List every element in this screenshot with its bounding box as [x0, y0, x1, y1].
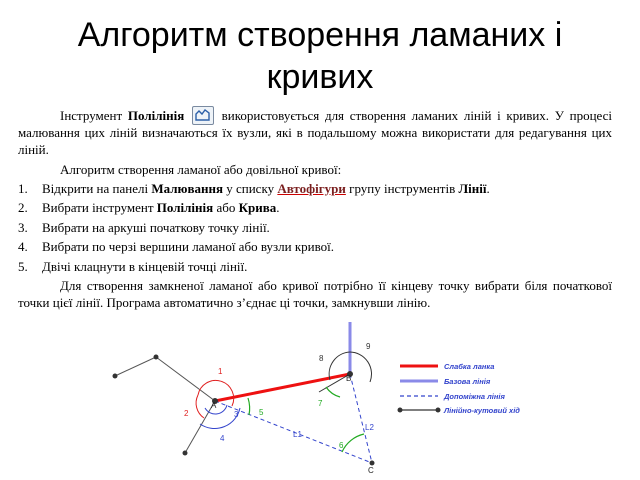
aux-line-l2 [350, 374, 372, 463]
angle-arc-7 [326, 387, 340, 397]
line-label-l2: L2 [365, 423, 374, 432]
steps-list [18, 181, 612, 276]
point-label-a: A [211, 401, 217, 410]
angle-arc-9 [350, 352, 372, 382]
angle-label-6: 6 [339, 441, 344, 450]
list-item: 2. Вибрати інструмент Полілінія або Крива. [18, 200, 280, 215]
point-label-c: C [368, 466, 374, 475]
angle-label-5: 5 [259, 408, 264, 417]
body-text [18, 106, 612, 311]
legend-label-aux-line: Допоміжна лінія [444, 392, 505, 401]
node-c [370, 461, 375, 466]
tool-name: Полілінія [127, 108, 185, 123]
angle-label-1: 1 [218, 367, 223, 376]
angle-label-4: 4 [220, 434, 225, 443]
angle-label-2: 2 [184, 409, 189, 418]
angle-label-3: 3 [234, 410, 239, 419]
angle-arc-6 [342, 434, 364, 452]
legend-label-traverse: Лінійно-кутовий хід [444, 406, 520, 415]
list-item: 1. Відкрити на панелі Малювання у списку Автофігури групу інструментів Лінії. [18, 180, 490, 196]
diagram-legend [398, 362, 521, 415]
traverse-polyline [113, 355, 216, 456]
intro-text-end: використовується для створення ламаних ліній і кривих. У процесі малювання цих ліній визначаються їх вузли, які в подальшому можна використати для редагування цих ліній. [18, 108, 613, 157]
point-label-b: B [346, 374, 352, 383]
angle-arc-5 [248, 398, 250, 415]
traverse-diagram [0, 320, 640, 480]
closing-paragraph: Для створення замкненої ламаної або кривої потрібно її кінцеву точку вибрати біля початкової точки цієї лінії. Програма автоматично з’єднає ці точки, замкнувши лінію. [18, 278, 612, 310]
legend-label-base-line: Базова лінія [444, 377, 491, 386]
autoshapes-term: Автофігури [277, 180, 346, 196]
list-item: 4. Вибрати по черзі вершини ламаної або вузли кривої. [18, 239, 335, 254]
list-item: 3. Вибрати на аркуші початкову точку лінії. [18, 219, 270, 235]
angle-label-9: 9 [366, 342, 371, 351]
list-item: 5. Двічі клацнути в кінцевій точці лінії. [18, 258, 248, 274]
line-label-l1: L1 [293, 430, 302, 439]
slide-title [0, 14, 640, 98]
angle-arc-2 [196, 395, 204, 418]
intro-paragraph [18, 106, 612, 158]
title-line-1: Алгоритм створення ламаних і [77, 16, 563, 54]
title-line-2: кривих [266, 58, 374, 96]
polyline-tool-icon [192, 106, 214, 125]
intro-text-start: Інструмент [60, 108, 123, 123]
angle-label-7: 7 [318, 399, 323, 408]
legend-label-weak-link: Слабка ланка [444, 362, 495, 371]
algorithm-heading: Алгоритм створення ламаної або довільної кривої: [60, 162, 342, 177]
angle-label-8: 8 [319, 354, 324, 363]
